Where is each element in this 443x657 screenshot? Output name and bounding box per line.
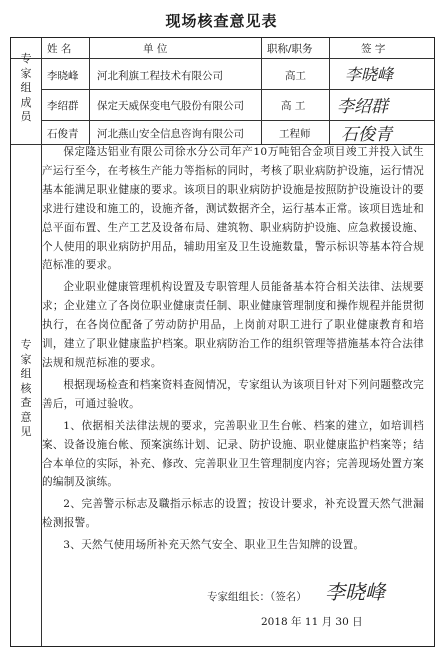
members-label: 专家组成员: [20, 52, 32, 123]
opinion-paragraph: 1、依据相关法律法规的要求，完善职业卫生台帐、档案的建立，如培训档案、设备设施台帐、预案演练计划、记录、防护设施、职业健康监护档案等；结合本单位的实际，补充、修改、完善职业卫生管理制度内容；完善现场处置方案的编制及演练。: [42, 419, 424, 489]
date: 2018 年 11 月 30 日: [261, 616, 363, 628]
opinion-paragraph: 3、天然气使用场所补充天然气安全、职业卫生告知牌的设置。: [63, 539, 365, 552]
header-sign: 签 字: [361, 43, 386, 55]
form-title: 现场核查意见表: [165, 12, 278, 30]
header-name: 姓 名: [47, 43, 72, 55]
header-unit: 单 位: [143, 43, 168, 55]
opinion-paragraph: 2、完善警示标志及職指示标志的设置；按设计要求，补充设置天然气泄漏检测报警。: [42, 498, 424, 530]
member-signature: 石俊青: [341, 125, 392, 145]
member-unit: 河北燕山安全信息咨询有限公司: [97, 128, 244, 140]
opinion-body: [42, 143, 424, 555]
member-signature: 李绍群: [337, 97, 388, 117]
member-role: 工程师: [279, 128, 311, 140]
header-role: 职称/职务: [267, 43, 313, 55]
leader-signature: 李晓峰: [325, 580, 385, 604]
opinion-paragraph: 企业职业健康管理机构设置及专职管理人员能备基本符合相关法律、法规要求；企业建立了各岗位职业健康责任制、职业健康管理制度和操作规程并能贯彻执行，在各岗位配备了劳动防护用品，上岗前对职工进行了职业健康教育和培训，建立了职业健康监护档案。职业病防治工作的组织管理等措施基本符合法律法规和规范标准的要求。: [42, 281, 424, 369]
member-role: 高工: [285, 70, 306, 82]
row-divider: [41, 89, 434, 90]
member-name: 李绍群: [47, 100, 79, 112]
opinion-paragraph: 根据现场检查和档案资料查阅情况，专家组认为该项目针对下列问题整改完善后，可通过验收。: [42, 378, 424, 410]
member-signature: 李晓峰: [345, 65, 394, 84]
opinion-paragraph: 保定隆达铝业有限公司徐水分公司年产10万吨铝合金项目竣工并投入试生产运行至今，在考核生产能力等指标的同时，考核了职业病防护设施，运行情况基本能满足职业健康的要求。该项目的职业病防护设施是按照防护设施设计的要求进行建设和施工的，设施齐备，测试数据齐全，运行基本正常。该项目选址和总平面布置、生产工艺及设备布局、建筑物、职业病防护设施、应急救援设施、个人使用的职业病防护用品，辅助用室及卫生设施数量，警示标识等基本符合规范标准的要求。: [42, 146, 424, 272]
member-name: 石俊青: [47, 128, 79, 140]
column-divider: [329, 38, 330, 144]
opinion-label: 专家组核查意见: [20, 338, 32, 438]
member-role: 高 工: [281, 100, 306, 112]
member-name: 李晓峰: [47, 70, 79, 82]
column-divider: [261, 38, 262, 144]
leader-label: 专家组组长：（签名）: [207, 591, 307, 603]
member-unit: 保定天威保变电气股份有限公司: [97, 100, 244, 112]
row-divider: [11, 58, 434, 59]
member-unit: 河北利旗工程技术有限公司: [97, 70, 223, 82]
column-divider: [89, 38, 90, 144]
